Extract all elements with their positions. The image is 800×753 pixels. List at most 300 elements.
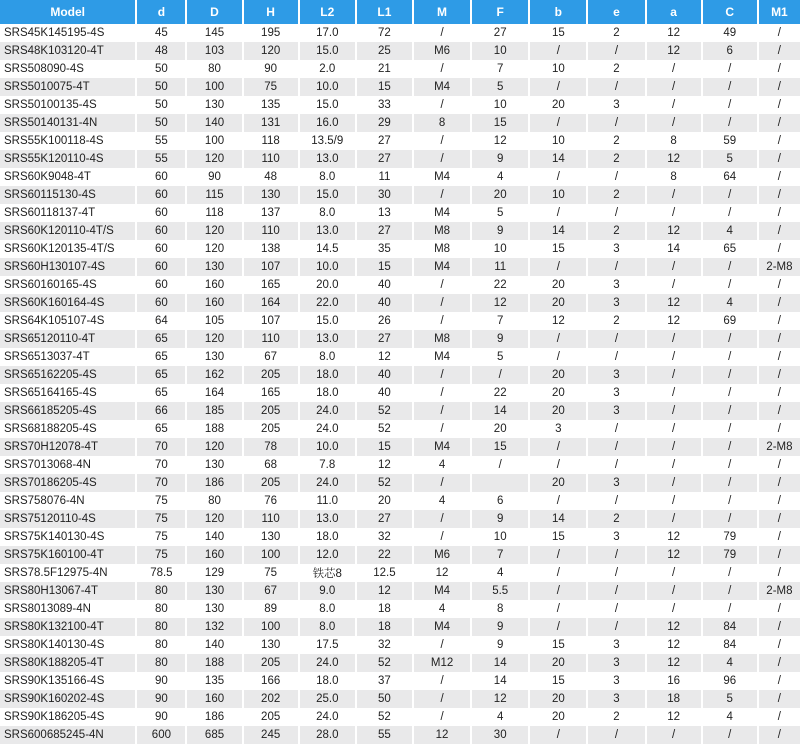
table-cell: / — [647, 492, 703, 510]
table-cell: 65 — [137, 384, 187, 402]
table-cell: 130 — [244, 636, 300, 654]
table-cell: 40 — [357, 294, 414, 312]
table-cell: 27 — [472, 24, 530, 42]
table-cell: 80 — [137, 636, 187, 654]
table-cell: / — [703, 492, 759, 510]
table-cell: 3 — [588, 636, 646, 654]
table-cell: / — [530, 546, 588, 564]
table-cell: 186 — [187, 474, 243, 492]
table-cell: / — [588, 42, 646, 60]
table-cell: 80 — [137, 618, 187, 636]
table-cell: / — [759, 672, 800, 690]
table-cell: 27 — [357, 150, 414, 168]
table-row — [0, 258, 800, 276]
table-cell: 13.0 — [300, 330, 357, 348]
table-row — [0, 672, 800, 690]
table-cell: 21 — [357, 60, 414, 78]
table-cell: / — [647, 564, 703, 582]
table-cell: 100 — [187, 78, 243, 96]
table-cell: 15 — [472, 114, 530, 132]
table-cell: 2 — [588, 312, 646, 330]
table-row — [0, 312, 800, 330]
table-cell: 40 — [357, 276, 414, 294]
table-cell: / — [759, 96, 800, 114]
table-cell: / — [647, 96, 703, 114]
table-cell: 60 — [137, 222, 187, 240]
table-cell: 78 — [244, 438, 300, 456]
table-cell: / — [647, 384, 703, 402]
table-cell: 2-M8 — [759, 438, 800, 456]
table-cell: 18.0 — [300, 384, 357, 402]
table-cell: 27 — [357, 510, 414, 528]
table-cell: / — [759, 348, 800, 366]
table-cell: 10 — [472, 96, 530, 114]
table-cell: 12 — [647, 708, 703, 726]
table-cell: 9 — [472, 150, 530, 168]
table-cell: / — [530, 582, 588, 600]
table-row — [0, 330, 800, 348]
table-cell: 9 — [472, 618, 530, 636]
table-cell: 166 — [244, 672, 300, 690]
model-cell: SRS70H12078-4T — [0, 438, 137, 456]
table-cell: 20 — [530, 294, 588, 312]
table-cell: / — [414, 384, 472, 402]
column-header: b — [530, 0, 588, 24]
table-cell: 10.0 — [300, 438, 357, 456]
table-cell: 100 — [244, 618, 300, 636]
table-cell: / — [703, 402, 759, 420]
table-cell: 13.0 — [300, 222, 357, 240]
table-cell: 165 — [244, 384, 300, 402]
table-cell: 52 — [357, 402, 414, 420]
table-cell: M4 — [414, 582, 472, 600]
table-cell: / — [759, 420, 800, 438]
table-cell: 25.0 — [300, 690, 357, 708]
table-cell: / — [703, 438, 759, 456]
table-cell: 67 — [244, 348, 300, 366]
table-row — [0, 582, 800, 600]
model-cell: SRS48K103120-4T — [0, 42, 137, 60]
table-cell: 20 — [530, 276, 588, 294]
table-cell: 12.5 — [357, 564, 414, 582]
table-cell: 29 — [357, 114, 414, 132]
table-cell: / — [414, 708, 472, 726]
table-cell: / — [588, 420, 646, 438]
table-cell: / — [414, 132, 472, 150]
table-cell: 12 — [414, 564, 472, 582]
table-cell: / — [414, 150, 472, 168]
model-cell: SRS64K105107-4S — [0, 312, 137, 330]
table-cell: / — [530, 564, 588, 582]
table-cell: / — [759, 24, 800, 42]
table-cell: 15 — [472, 438, 530, 456]
table-cell: / — [647, 438, 703, 456]
table-cell: 20 — [472, 186, 530, 204]
table-cell: 60 — [137, 204, 187, 222]
table-cell: 20 — [530, 654, 588, 672]
table-cell: 65 — [137, 420, 187, 438]
table-cell: / — [414, 672, 472, 690]
table-cell: 11 — [357, 168, 414, 186]
table-row — [0, 96, 800, 114]
table-cell: 52 — [357, 654, 414, 672]
table-cell: 90 — [187, 168, 243, 186]
table-cell: 84 — [703, 636, 759, 654]
table-cell: / — [759, 510, 800, 528]
table-cell: / — [647, 204, 703, 222]
table-cell: 17.5 — [300, 636, 357, 654]
table-cell: M4 — [414, 258, 472, 276]
table-cell: 32 — [357, 636, 414, 654]
table-cell: 188 — [187, 654, 243, 672]
table-cell: 130 — [244, 186, 300, 204]
table-cell: 7.8 — [300, 456, 357, 474]
table-cell: 80 — [137, 600, 187, 618]
table-cell: 20 — [530, 474, 588, 492]
model-cell: SRS758076-4N — [0, 492, 137, 510]
table-row — [0, 492, 800, 510]
table-cell: / — [414, 474, 472, 492]
table-cell: 118 — [244, 132, 300, 150]
table-cell: 105 — [187, 312, 243, 330]
model-cell: SRS90K160202-4S — [0, 690, 137, 708]
table-cell: 14 — [530, 150, 588, 168]
table-cell: 铁芯8 — [300, 564, 357, 582]
table-cell: 60 — [137, 258, 187, 276]
table-cell: 2 — [588, 132, 646, 150]
table-cell: 33 — [357, 96, 414, 114]
table-cell: / — [588, 456, 646, 474]
table-cell: 75 — [244, 564, 300, 582]
table-cell: 205 — [244, 420, 300, 438]
table-cell: 3 — [588, 294, 646, 312]
table-cell: / — [703, 60, 759, 78]
table-cell: 12 — [357, 348, 414, 366]
table-cell: 4 — [703, 222, 759, 240]
table-cell: / — [759, 708, 800, 726]
table-cell: 15.0 — [300, 42, 357, 60]
table-row — [0, 276, 800, 294]
table-cell: / — [759, 564, 800, 582]
table-cell: / — [759, 60, 800, 78]
table-cell: 12 — [647, 24, 703, 42]
table-cell: 12.0 — [300, 546, 357, 564]
table-cell: / — [647, 186, 703, 204]
table-cell: / — [530, 438, 588, 456]
table-cell: 2 — [588, 708, 646, 726]
table-cell: / — [759, 618, 800, 636]
table-cell: 12 — [647, 222, 703, 240]
table-cell: 3 — [588, 690, 646, 708]
model-cell: SRS66185205-4S — [0, 402, 137, 420]
table-cell: 132 — [187, 618, 243, 636]
table-cell: / — [588, 564, 646, 582]
table-cell: 130 — [244, 528, 300, 546]
table-cell: 6 — [703, 42, 759, 60]
model-cell: SRS60118137-4T — [0, 204, 137, 222]
table-cell: / — [759, 636, 800, 654]
model-cell: SRS90K135166-4S — [0, 672, 137, 690]
table-cell: / — [703, 510, 759, 528]
table-cell: / — [530, 42, 588, 60]
table-cell: 4 — [414, 492, 472, 510]
table-cell: / — [703, 384, 759, 402]
table-cell: / — [414, 312, 472, 330]
table-cell: 84 — [703, 618, 759, 636]
table-cell: 12 — [647, 150, 703, 168]
table-cell: 160 — [187, 690, 243, 708]
table-cell: / — [530, 600, 588, 618]
table-cell: / — [530, 726, 588, 744]
table-cell: 10.0 — [300, 258, 357, 276]
table-cell: / — [759, 690, 800, 708]
table-row — [0, 384, 800, 402]
table-cell: 138 — [244, 240, 300, 258]
table-cell: 72 — [357, 24, 414, 42]
table-cell: 18.0 — [300, 672, 357, 690]
table-cell: 2-M8 — [759, 258, 800, 276]
model-cell: SRS600685245-4N — [0, 726, 137, 744]
table-cell: 4 — [414, 456, 472, 474]
table-row — [0, 564, 800, 582]
table-cell: 16 — [647, 672, 703, 690]
table-cell: 20 — [530, 690, 588, 708]
table-cell: / — [530, 204, 588, 222]
table-cell: M4 — [414, 438, 472, 456]
table-cell: / — [530, 78, 588, 96]
table-cell: 4 — [703, 654, 759, 672]
table-cell: 205 — [244, 402, 300, 420]
table-row — [0, 546, 800, 564]
table-cell: 55 — [357, 726, 414, 744]
table-row — [0, 402, 800, 420]
table-cell: / — [414, 186, 472, 204]
table-cell: / — [647, 420, 703, 438]
table-cell: 24.0 — [300, 402, 357, 420]
table-cell: 5 — [703, 690, 759, 708]
table-cell: 13.0 — [300, 510, 357, 528]
table-cell: 52 — [357, 708, 414, 726]
table-cell: / — [414, 402, 472, 420]
table-cell: / — [759, 42, 800, 60]
table-cell: 14 — [472, 402, 530, 420]
table-cell: 130 — [187, 348, 243, 366]
table-cell: 100 — [187, 132, 243, 150]
table-cell: / — [647, 366, 703, 384]
table-cell: / — [588, 168, 646, 186]
table-cell: / — [414, 294, 472, 312]
table-cell: 78.5 — [137, 564, 187, 582]
table-cell: 30 — [472, 726, 530, 744]
model-cell: SRS70186205-4S — [0, 474, 137, 492]
table-cell: / — [647, 330, 703, 348]
table-row — [0, 222, 800, 240]
table-cell: 64 — [137, 312, 187, 330]
table-row — [0, 510, 800, 528]
model-cell: SRS60K120110-4T/S — [0, 222, 137, 240]
table-cell: 160 — [187, 276, 243, 294]
table-row — [0, 528, 800, 546]
table-cell: / — [703, 564, 759, 582]
table-cell: / — [759, 312, 800, 330]
table-cell: 12 — [472, 294, 530, 312]
table-cell: 4 — [414, 600, 472, 618]
table-cell: M6 — [414, 42, 472, 60]
table-cell: / — [588, 204, 646, 222]
table-cell: / — [414, 690, 472, 708]
table-cell: 205 — [244, 366, 300, 384]
table-cell: / — [703, 474, 759, 492]
table-cell: 75 — [137, 492, 187, 510]
table-cell: M8 — [414, 240, 472, 258]
table-cell: 60 — [137, 168, 187, 186]
table-cell: 130 — [187, 456, 243, 474]
table-cell: M6 — [414, 546, 472, 564]
table-cell: 2 — [588, 24, 646, 42]
table-cell: / — [414, 96, 472, 114]
table-cell: 2 — [588, 150, 646, 168]
table-cell: / — [703, 726, 759, 744]
table-cell: M4 — [414, 78, 472, 96]
table-cell: / — [414, 60, 472, 78]
table-cell: / — [647, 78, 703, 96]
table-cell: / — [414, 510, 472, 528]
table-cell: 8.0 — [300, 204, 357, 222]
table-cell: 2-M8 — [759, 582, 800, 600]
table-cell: 195 — [244, 24, 300, 42]
table-cell: / — [703, 258, 759, 276]
model-cell: SRS80K140130-4S — [0, 636, 137, 654]
table-cell: 10 — [530, 60, 588, 78]
table-row — [0, 114, 800, 132]
table-cell: 15.0 — [300, 186, 357, 204]
table-cell: / — [588, 78, 646, 96]
table-cell: 5 — [472, 78, 530, 96]
table-cell: 40 — [357, 366, 414, 384]
model-cell: SRS65162205-4S — [0, 366, 137, 384]
table-cell: 15.0 — [300, 96, 357, 114]
table-cell: 120 — [187, 510, 243, 528]
table-cell: 50 — [137, 78, 187, 96]
table-cell: 2 — [588, 510, 646, 528]
model-cell: SRS60H130107-4S — [0, 258, 137, 276]
table-cell: 4 — [472, 564, 530, 582]
table-cell: 4 — [703, 708, 759, 726]
table-cell: 3 — [588, 276, 646, 294]
table-cell: 20 — [530, 366, 588, 384]
model-cell: SRS90K186205-4S — [0, 708, 137, 726]
table-cell: 15.0 — [300, 312, 357, 330]
table-cell: 52 — [357, 474, 414, 492]
table-cell: 48 — [244, 168, 300, 186]
table-cell: / — [530, 114, 588, 132]
model-cell: SRS80K132100-4T — [0, 618, 137, 636]
table-cell: 8.0 — [300, 168, 357, 186]
model-cell: SRS80K188205-4T — [0, 654, 137, 672]
table-cell: 90 — [137, 672, 187, 690]
table-cell: / — [588, 582, 646, 600]
table-cell: 12 — [357, 582, 414, 600]
table-cell: 3 — [588, 366, 646, 384]
table-cell: / — [530, 618, 588, 636]
table-cell: 14 — [530, 222, 588, 240]
model-cell: SRS8013089-4N — [0, 600, 137, 618]
table-cell: 22.0 — [300, 294, 357, 312]
table-cell: 188 — [187, 420, 243, 438]
table-row — [0, 456, 800, 474]
table-cell: 685 — [187, 726, 243, 744]
table-cell: / — [588, 330, 646, 348]
table-cell: 10 — [472, 528, 530, 546]
table-cell: 130 — [187, 582, 243, 600]
table-row — [0, 618, 800, 636]
table-cell: 65 — [137, 330, 187, 348]
table-cell: 205 — [244, 474, 300, 492]
table-row — [0, 708, 800, 726]
table-cell: 24.0 — [300, 708, 357, 726]
model-cell: SRS65164165-4S — [0, 384, 137, 402]
table-cell: / — [414, 366, 472, 384]
column-header: d — [137, 0, 187, 24]
table-cell: 55 — [137, 150, 187, 168]
table-cell: 50 — [137, 96, 187, 114]
table-cell: 22 — [357, 546, 414, 564]
table-cell: 6 — [472, 492, 530, 510]
column-header: F — [472, 0, 530, 24]
table-cell: 5 — [703, 150, 759, 168]
table-cell: 89 — [244, 600, 300, 618]
table-cell: 20 — [530, 708, 588, 726]
table-cell: / — [759, 366, 800, 384]
table-cell: 162 — [187, 366, 243, 384]
table-cell: 60 — [137, 240, 187, 258]
table-cell: 35 — [357, 240, 414, 258]
table-cell: 186 — [187, 708, 243, 726]
table-cell: 12 — [647, 42, 703, 60]
table-cell: / — [414, 420, 472, 438]
table-cell: M8 — [414, 222, 472, 240]
table-cell: / — [647, 276, 703, 294]
table-cell: / — [759, 474, 800, 492]
table-cell: 18.0 — [300, 366, 357, 384]
table-cell — [472, 474, 530, 492]
table-cell: / — [588, 618, 646, 636]
table-cell: / — [703, 420, 759, 438]
table-cell: / — [759, 168, 800, 186]
table-cell: / — [414, 528, 472, 546]
table-cell: / — [759, 186, 800, 204]
table-cell: 130 — [187, 600, 243, 618]
table-cell: 8.0 — [300, 600, 357, 618]
table-cell: 17.0 — [300, 24, 357, 42]
table-cell: / — [759, 528, 800, 546]
column-header: D — [187, 0, 243, 24]
table-cell: 15 — [530, 24, 588, 42]
table-row — [0, 690, 800, 708]
table-cell: 69 — [703, 312, 759, 330]
table-cell: 9 — [472, 510, 530, 528]
table-cell: 3 — [588, 96, 646, 114]
table-cell: 13.5/9 — [300, 132, 357, 150]
table-cell: / — [588, 438, 646, 456]
table-cell: 12 — [647, 546, 703, 564]
model-cell: SRS55K120110-4S — [0, 150, 137, 168]
table-cell: / — [759, 600, 800, 618]
table-cell: 120 — [187, 150, 243, 168]
table-cell: 140 — [187, 114, 243, 132]
table-cell: 24.0 — [300, 420, 357, 438]
table-cell: 27 — [357, 132, 414, 150]
